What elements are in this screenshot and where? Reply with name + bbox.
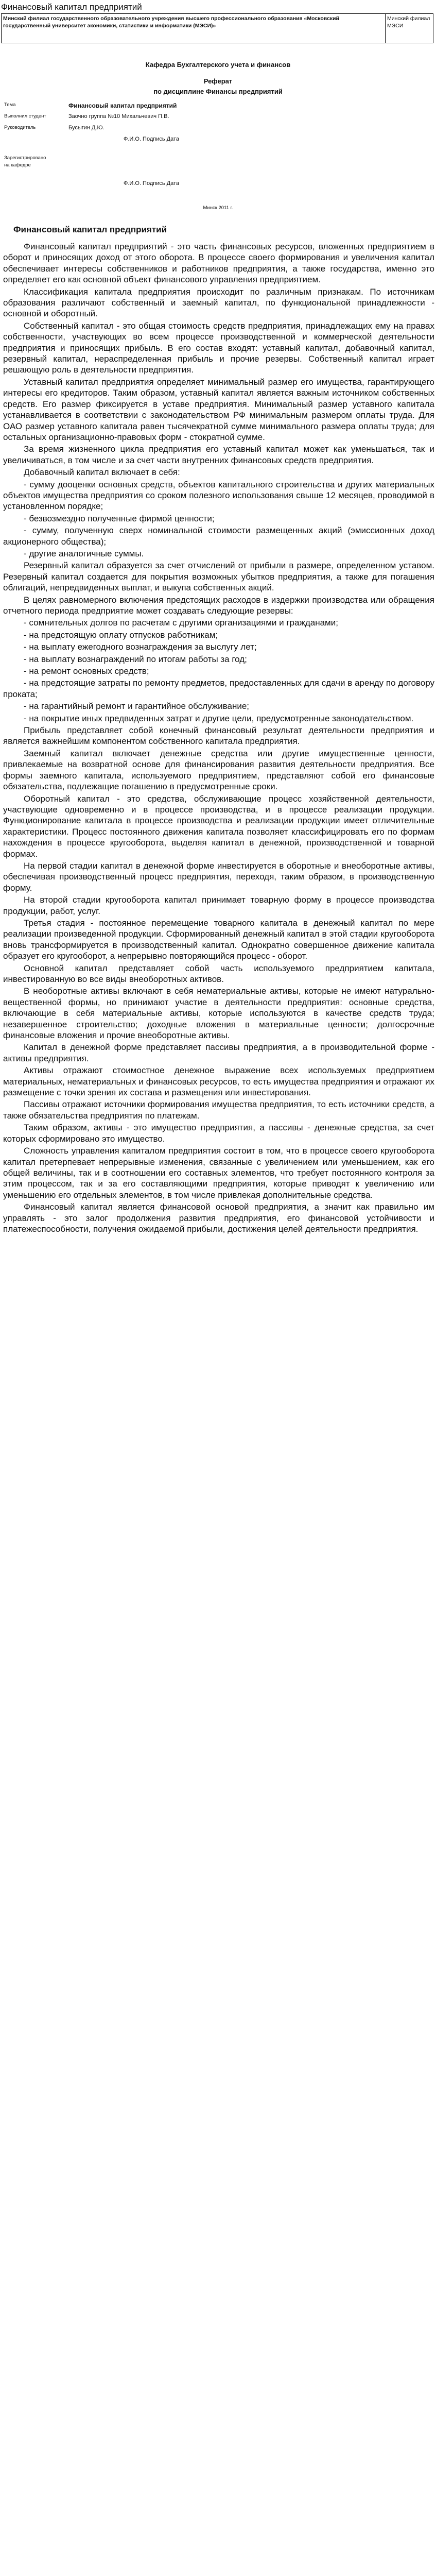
department-line: Кафедра Бухгалтерского учета и финансов	[145, 61, 291, 69]
paragraph: Сложность управления капиталом предприятия состоит в том, что в процессе своего кругооборота капитал претерпевает непрерывные изменения, связанные с увеличением или уменьшением, как его общей величины, так и в соотношении его составных элементов, что требует постоянного контроля за этим процессом, так и за его составляющими предприятия, которые приводят к увеличению или уменьшению его отдельных элементов, в том числе привлекая дополнительные средства.	[3, 1146, 434, 1200]
paragraph: Таким образом, активы - это имущество предприятия, а пассивы - денежные средства, за счет которых сформировано это имущество.	[3, 1123, 434, 1144]
supervisor-row	[4, 125, 426, 136]
referat-heading	[0, 76, 436, 97]
paragraph: Резервный капитал образуется за счет отчислений от прибыли в размере, определенном уставом. Резервный капитал создается для покрытия возможных убытков предприятия, а также для погашения облигаций, непредвиденных выплат, и выкупа собственных акций.	[3, 561, 434, 593]
paragraph: - сомнительных долгов по расчетам с другими организациями и гражданами;	[24, 618, 338, 628]
paragraph: Капитал в денежной форме представляет пассивы предприятия, а в производительной форме - активы предприятия.	[3, 1042, 434, 1063]
topic-value: Финансовый капитал предприятий	[68, 102, 177, 109]
paragraph: - сумму, полученную сверх номинальной стоимости размещенных акций (эмиссионных доход акционерного общества);	[3, 526, 434, 547]
paragraph: - на выплату ежегодного вознаграждения за выслугу лет;	[24, 642, 257, 652]
registered-label: Зарегистрировано на кафедре	[4, 155, 46, 168]
title-page-meta	[4, 102, 426, 136]
paragraph: Уставный капитал предприятия определяет минимальный размер его имущества, гарантирующего интересы его кредиторов. Таким образом, уставный капитал является важным источником собственных средств. Его размер фиксируется в уставе предприятия. Минимальный размер уставного капитала устанавливается в соответствии с законодательством РФ минимальным размером оплаты труда. Для ОАО размер уставного капитала равен тысячекратной сумме минимального размера оплаты труда; для остальных организационно-правовых форм - стократной сумме.	[3, 377, 434, 442]
paragraph: - другие аналогичные суммы.	[24, 548, 144, 558]
paragraph: За время жизненного цикла предприятия его уставный капитал может как уменьшаться, так и увеличиваться, в том числе и за счет части внутренних финансовых средств предприятия.	[3, 444, 434, 465]
paragraph: Заемный капитал включает денежные средства или другие имущественные ценности, привлекаемые на возвратной основе для финансирования развития деятельности предприятия. Все формы заемного капитала, используемого предприятием, представляют собой его финансовые обязательства, подлежащие погашению в предусмотренные сроки.	[3, 748, 434, 792]
main-text	[3, 241, 434, 1235]
paragraph: Пассивы отражают источники формирования имущества предприятия, то есть источники средств, а также обязательства предприятия по платежам.	[3, 1099, 434, 1121]
paragraph: Третья стадия - постоянное перемещение товарного капитала в денежный капитал по мере реализации произведенной продукции. Сформированный денежный капитал в этой стадии кругооборота вновь трансформируется в производственный капитал. Однократно совершенное движение капитала образует его кругооборот, а непрерывно повторяющийся процесс - оборот.	[3, 918, 434, 961]
paragraph: Классификация капитала предприятия происходит по различным признакам. По источникам образования различают собственный и заемный капитал, по функциональной принадлежности - основной и оборотный.	[3, 286, 434, 319]
paragraph: - на гарантийный ремонт и гарантийное обслуживание;	[24, 701, 250, 711]
city-year: Минск 2011 г.	[203, 205, 233, 211]
paragraph: В целях равномерного включения предстоящих расходов в издержки производства или обращения отчетного периода предприятие может создавать следующие резервы:	[3, 595, 434, 616]
paragraph: - на ремонт основных средств;	[24, 666, 149, 676]
supervisor-value: Бусыгин Д.Ю.	[68, 125, 104, 131]
institution-name: Минский филиал государственного образовательного учреждения высшего профессионального образования «Московский государственный университет экономики, статистики и информатики (МЭСИ)»	[2, 14, 386, 43]
paragraph: - на выплату вознаграждений по итогам работы за год;	[24, 654, 247, 664]
paragraph: На первой стадии капитал в денежной форме инвестируется в оборотные и внеоборотные активы, обеспечивая производственный процесс предприятия, переходя, таким образом, в производственную форму.	[3, 860, 434, 893]
paragraph: Добавочный капитал включает в себя:	[24, 467, 180, 478]
paragraph: - безвозмездно полученные фирмой ценности;	[24, 513, 215, 523]
paragraph: В необоротные активы включают в себя нематериальные активы, которые не имеют натурально-вещественной формы, но принимают участие в деятельности предприятия: основные средства, включающие в себя материальные активы, которые используются в качестве средств труда; незавершенное строительство; доходные вложения в материальные ценности; долгосрочные финансовые вложения и прочие внеоборотные активы.	[3, 986, 434, 1041]
paragraph: - сумму дооценки основных средств, объектов капитального строительства и других материальных объектов имущества предприятия со сроком полезного использования свыше 12 месяцев, проводимой в установленном порядке;	[3, 479, 434, 512]
paragraph: Финансовый капитал предприятий - это часть финансовых ресурсов, вложенных предприятием в оборот и приносящих доход от этого оборота. В процессе своего формирования и увеличения капитал обеспечивает интересы собственников и работников предприятия, а также государства, именно это определяет его как основной объект финансового управления предприятием.	[3, 242, 434, 285]
paragraph: - на предстоящие затраты по ремонту предметов, предоставленных для сдачи в аренду по договору проката;	[3, 678, 434, 699]
paragraph: - на предстоящую оплату отпусков работникам;	[24, 630, 218, 640]
section-heading: Финансовый капитал предприятий	[13, 225, 167, 234]
paragraph: Основной капитал представляет собой часть используемого предприятием капитала, инвестированную во все виды внеоборотных активов.	[3, 963, 434, 984]
paragraph: Финансовый капитал является финансовой основой предприятия, а значит как правильно им управлять - это залог продолжения развития предприятия, его финансовой устойчивости и платежеспособности, получения ожидаемой прибыли, достижения целей деятельности предприятия.	[3, 1202, 434, 1234]
page-title: Финансовый капитал предприятий	[1, 2, 142, 12]
paragraph: Активы отражают стоимостное денежное выражение всех используемых предприятием материальных, нематериальных и финансовых ресурсов, то есть имущества предприятия и отражают их размещение с точки зрения их состава и размещения или инвестирования.	[3, 1065, 434, 1098]
topic-row	[4, 102, 426, 113]
signature-line-2: Ф.И.О. Подпись Дата	[124, 180, 179, 187]
paragraph: Прибыль представляет собой конечный финансовый результат деятельности предприятия и является важнейшим компонентом собственного капитала предприятия.	[3, 725, 434, 747]
student-row	[4, 113, 426, 125]
title-page-header-table	[1, 13, 433, 43]
paragraph: Оборотный капитал - это средства, обслуживающие процесс хозяйственной деятельности, участвующие одновременно и в процессе производства, и в процессе реализации продукции. Функционирование капитала в процессе производства и реализации продукции имеет отличительные характеристики. Процесс постоянного движения капитала позволяет классифицировать его по формам нахождения в процессе кругооборота, выделяя капитал в денежной, производственной и товарной формах.	[3, 793, 434, 859]
discipline-line: по дисциплине Финансы предприятий	[153, 88, 283, 95]
signature-line-1: Ф.И.О. Подпись Дата	[124, 136, 179, 142]
referat-title: Реферат	[203, 77, 233, 85]
student-key: Выполнил студент	[4, 113, 46, 119]
paragraph: Собственный капитал - это общая стоимость средств предприятия, принадлежащих ему на правах собственности, участвующих во всем процессе производственной и коммерческой деятельности предприятия и приносящих прибыль. В его состав входят: уставный капитал, добавочный капитал, резервный капитал, нераспределенная прибыль и прочие резервы. Собственный капитал играет решающую роль в деятельности предприятия.	[3, 320, 434, 375]
student-value: Заочно группа №10 Михальчевич П.В.	[68, 113, 169, 120]
paragraph: - на покрытие иных предвиденных затрат и другие цели, предусмотренные законодательством.	[24, 713, 414, 723]
branch-name: Минский филиал МЭСИ	[386, 14, 433, 43]
paragraph: На второй стадии кругооборота капитал принимает товарную форму в процессе производства продукции, работ, услуг.	[3, 895, 434, 916]
topic-key: Тема	[4, 102, 16, 108]
supervisor-key: Руководитель	[4, 125, 36, 130]
